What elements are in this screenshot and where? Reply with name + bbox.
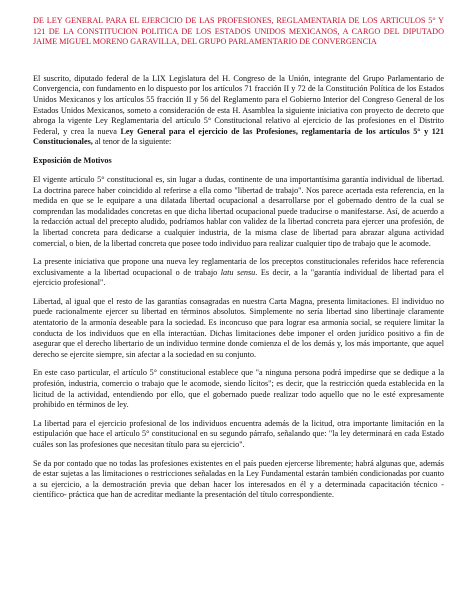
paragraph-2-text: La presente iniciativa que propone una nueva ley reglamentaria de los preceptos constitucionales referidos hace referencia exclusivamente a la libertad ocupacional o de trabajo [33, 257, 444, 277]
intro-paragraph [33, 74, 444, 148]
intro-tail: al tenor de la siguiente: [92, 137, 172, 147]
document-title: DE LEY GENERAL PARA EL EJERCICIO DE LAS PROFESIONES, REGLAMENTARIA DE LOS ARTICULOS 5° Y 121 DE LA CONSTITUCION POLITICA DE LOS ESTADOS UNIDOS MEXICANOS, A CARGO DEL DIPUTADO JAIME MIGUEL MORENO GARAVILLA, DEL GRUPO PARLAMENTARIO DE CONVERGENCIA [33, 16, 444, 47]
section-heading: Exposición de Motivos [33, 155, 112, 165]
paragraph-2 [33, 257, 444, 289]
paragraph-6: Se da por contado que no todas las profesiones existentes en el país pueden ejercerse libremente; habrá algunas que, además de estar sujetas a las limitaciones o restricciones señaladas en la Ley Fundamental estarán también condicionadas por cuanto a su ejercicio, a la demostración previa que deban hacer los interesados en él y a determinada capacitación técnico -científico- práctica que han de acreditar mediante la presentación del título correspondiente. [33, 458, 444, 500]
latin-phrase: latu sensu [220, 267, 256, 277]
paragraph-3: Libertad, al igual que el resto de las garantías consagradas en nuestra Carta Magna, presenta limitaciones. El individuo no puede racionalmente ejercer su libertad en términos absolutos. Simplemente no sería libertad sino libertinaje claramente atentatorio de la armonía deseable para la sociedad. Es inconcuso que para lograr esa armonía social, se requiere limitar la conducta de los individuos que en ella interactúan. Dichas limitaciones debe imponer el orden jurídico positivo a fin de asegurar que el derecho libertario de un individuo termine donde comienza el de los demás y, los más importante, que aquel derecho se ejercite siempre, sin afectar a la sociedad en su conjunto. [33, 296, 444, 359]
paragraph-1: El vigente artículo 5° constitucional es, sin lugar a dudas, continente de una importantísima garantía individual de libertad. La doctrina parece haber coincidido al referirse a ella como "libertad de trabajo". Nos parece acertada esta referencia, en la medida en que se le equipare a una dilatada libertad ocupacional a desarrollarse por el gobernado dentro de la cual se comprendan las modalidades concretas en que dicha libertad ocupacional puede traducirse o manifestarse. Así, de acuerdo a la redacción actual del precepto aludido, podríamos hablar con validez de la libertad concreta para ejercer una profesión, de la libertad concreta para dedicarse a cualquier industria, de la misma clase de libertad para abrazar alguna actividad comercial, o bien, de la libertad concreta que posee todo individuo para realizar cualquier tipo de trabajo que le acomode. [33, 174, 444, 248]
paragraph-2-tail: . Es decir, a la "garantía individual de libertad para el ejercicio profesional". [33, 267, 444, 288]
paragraph-4: En este caso particular, el artículo 5° constitucional establece que "a ninguna persona podrá impedirse que se dedique a la profesión, industria, comercio o trabajo que le acomode, siendo lícitos"; es decir, que la restricción queda establecida en la licitud de la actividad, entendiendo por ello, que el gobernado puede realizar todo aquello que no le esté expresamente prohibido en términos de ley. [33, 368, 444, 410]
intro-text: El suscrito, diputado federal de la LIX Legislatura del H. Congreso de la Unión, integrante del Grupo Parlamentario de Convergencia, con fundamento en lo dispuesto por los artículos 71 fracción II y 72 de la Constitución Política de los Estados Unidos Mexicanos y los artículos 55 fracción II y 56 del Reglamento para el Gobierno Interior del Congreso General de los Estados Unidos Mexicanos, someto a consideración de esta H. Asamblea la siguiente iniciativa con proyecto de decreto que abroga la vigente Ley Reglamentaria del artículo 5° Constitucional relativo al ejercicio de las profesiones en el Distrito Federal, y crea la nueva [33, 73, 444, 136]
paragraph-5: La libertad para el ejercicio profesional de los individuos encuentra además de la licitud, otra importante limitación en la estipulación que hace el artículo 5° constitucional en su segundo párrafo, señalando que: "la ley determinará en cada Estado cuáles son las profesiones que necesitan título para su ejercicio". [33, 418, 444, 449]
law-name-bold: Ley General para el ejercicio de las Profesiones, reglamentaria de los artículos 5° y 121 Constitucionales, [33, 126, 444, 147]
